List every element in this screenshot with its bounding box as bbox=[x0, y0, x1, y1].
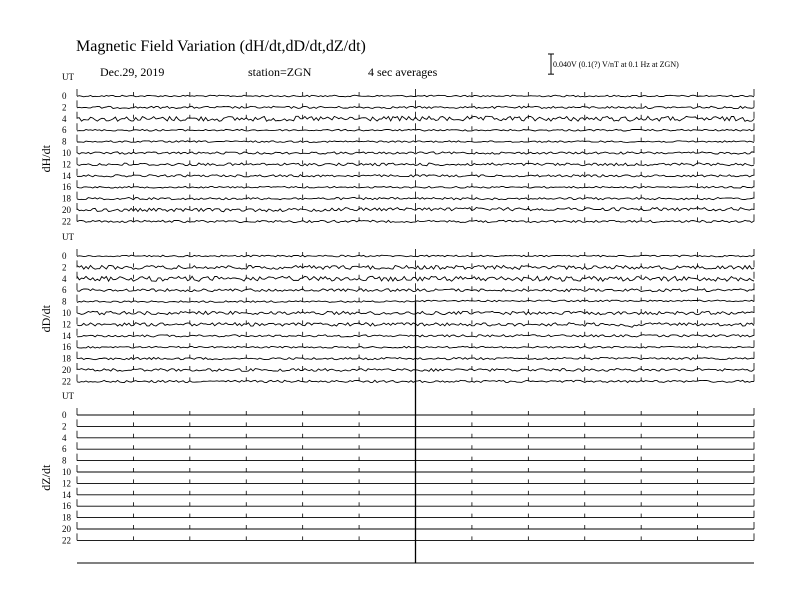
hour-label: 4 bbox=[62, 113, 67, 124]
hour-label: 2 bbox=[62, 421, 67, 432]
hour-label: 6 bbox=[62, 285, 67, 296]
hour-label: 22 bbox=[62, 376, 71, 387]
panel-dh-dt bbox=[77, 89, 754, 223]
date-label: Dec.29, 2019 bbox=[100, 65, 165, 79]
chart-title: Magnetic Field Variation (dH/dt,dD/dt,dZ/dt) bbox=[76, 38, 366, 55]
hour-label: 16 bbox=[62, 501, 71, 512]
hour-label: 22 bbox=[62, 216, 71, 227]
panel-ylabel: dZ/dt bbox=[39, 464, 53, 491]
hour-label: 4 bbox=[62, 432, 67, 443]
hour-label: 8 bbox=[62, 455, 67, 466]
hour-label: 6 bbox=[62, 444, 67, 455]
hour-label: 4 bbox=[62, 273, 67, 284]
hour-label: 20 bbox=[62, 365, 71, 375]
hour-label: 20 bbox=[62, 524, 71, 534]
hour-label: 14 bbox=[62, 489, 71, 500]
hour-label: 16 bbox=[62, 182, 71, 193]
hour-label: 10 bbox=[62, 308, 71, 318]
hour-label: 16 bbox=[62, 342, 71, 353]
scale-bar-label: 0.040V (0.1(?) V/nT at 0.1 Hz at ZGN) bbox=[553, 60, 679, 69]
ut-axis-label: UT bbox=[62, 391, 74, 401]
hour-label: 2 bbox=[62, 102, 67, 113]
hour-label: 18 bbox=[62, 353, 71, 364]
hour-label: 8 bbox=[62, 296, 67, 307]
panel-ylabel: dD/dt bbox=[39, 305, 53, 333]
hour-label: 0 bbox=[62, 251, 67, 261]
hour-label: 14 bbox=[62, 330, 71, 341]
hour-label: 22 bbox=[62, 535, 71, 546]
ut-axis-label: UT bbox=[62, 72, 74, 82]
hour-label: 18 bbox=[62, 193, 71, 204]
panel-ylabel: dH/dt bbox=[39, 145, 53, 173]
hour-label: 10 bbox=[62, 148, 71, 158]
hour-label: 12 bbox=[62, 159, 71, 170]
ut-axis-label: UT bbox=[62, 232, 74, 242]
hour-label: 6 bbox=[62, 125, 67, 136]
hour-label: 18 bbox=[62, 512, 71, 523]
hour-label: 0 bbox=[62, 91, 67, 101]
hour-label: 0 bbox=[62, 410, 67, 420]
hour-label: 2 bbox=[62, 262, 67, 273]
hour-label: 14 bbox=[62, 170, 71, 181]
hour-label: 20 bbox=[62, 205, 71, 215]
hour-label: 12 bbox=[62, 319, 71, 330]
hour-label: 10 bbox=[62, 467, 71, 477]
hour-label: 12 bbox=[62, 478, 71, 489]
averaging-label: 4 sec averages bbox=[368, 65, 438, 79]
station-label: station=ZGN bbox=[248, 65, 312, 79]
hour-label: 8 bbox=[62, 136, 67, 147]
